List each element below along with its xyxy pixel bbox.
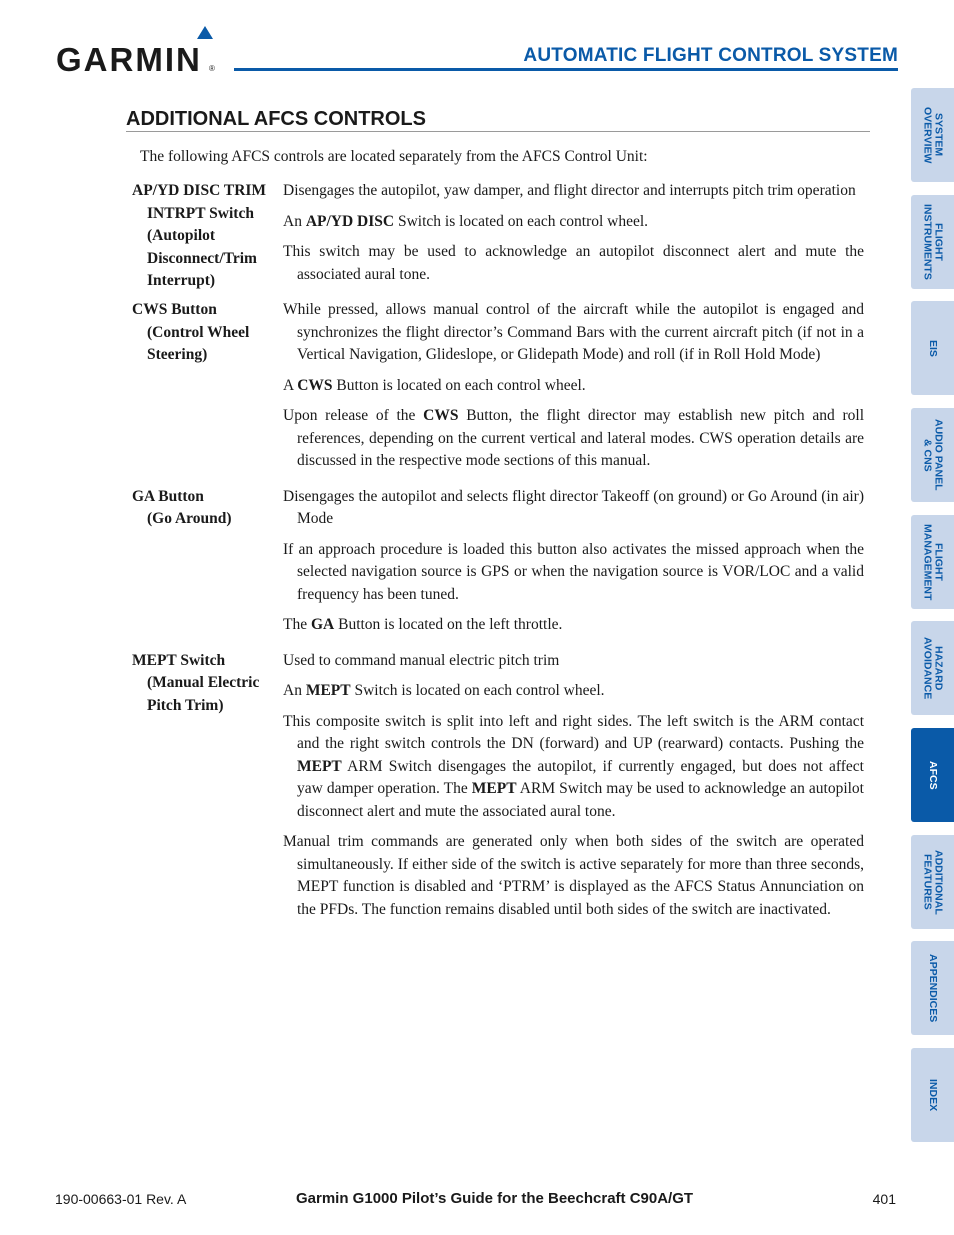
description-paragraph bbox=[283, 831, 864, 921]
bold-control-name: MEPT bbox=[305, 682, 351, 699]
header-rule bbox=[234, 68, 898, 71]
control-description bbox=[283, 180, 864, 294]
control-term-line: CWS Button bbox=[132, 301, 217, 318]
control-term-line: Interrupt) bbox=[147, 272, 216, 289]
tab-index[interactable] bbox=[911, 1048, 954, 1142]
control-term-line: Disconnect/Trim bbox=[147, 249, 257, 267]
control-entry bbox=[132, 486, 864, 645]
tab-system-overview[interactable] bbox=[911, 88, 954, 182]
control-term-line: Steering) bbox=[147, 346, 208, 363]
text-run: The bbox=[283, 616, 311, 633]
text-run: Disengages the autopilot, yaw damper, and flight director and interrupts pitch trim operation bbox=[283, 182, 856, 199]
intro-text: The following AFCS controls are located separately from the AFCS Control Unit: bbox=[140, 148, 648, 165]
description-paragraph bbox=[283, 375, 864, 398]
text-run: A bbox=[283, 376, 298, 394]
control-term-line: MEPT Switch bbox=[132, 651, 226, 669]
footer-title: Garmin G1000 Pilot’s Guide for the Beechcraft C90A/GT bbox=[296, 1190, 694, 1207]
text-run: Upon release of the bbox=[283, 407, 424, 424]
text-run: Button is located on the left throttle. bbox=[334, 616, 563, 633]
tab-additional-features[interactable] bbox=[911, 835, 954, 929]
control-term-line: INTRPT Switch bbox=[147, 204, 254, 222]
text-run: This switch may be used to acknowledge an autopilot disconnect alert and mute the associated aural tone. bbox=[283, 243, 864, 283]
tab-label: FLIGHT INSTRUMENTS bbox=[921, 204, 945, 280]
text-run: Switch is located on each control wheel. bbox=[350, 682, 605, 699]
bold-control-name: AP/YD DISC bbox=[305, 212, 395, 230]
description-paragraph bbox=[283, 405, 864, 473]
text-run: Manual trim commands are generated only when both sides of the switch are operated simultaneously. If either side of the switch is active separately for more than three seconds, MEPT function is disabled and ‘PTRM’ is displayed as the AFCS Status Annunciation on the PFDs. The function remains disabled until both sides of the switch are inactivated. bbox=[283, 833, 864, 918]
text-run: Button, the flight director may establish new pitch and roll references, depending on the current vertical and lateral modes. CWS operation details are discussed in the respective mode sections of this manual. bbox=[297, 407, 865, 469]
tab-eis[interactable] bbox=[911, 301, 954, 395]
control-term bbox=[132, 650, 283, 930]
heading-rule bbox=[126, 131, 870, 132]
control-term bbox=[132, 180, 283, 294]
text-run: Switch is located on each control wheel. bbox=[394, 212, 649, 230]
text-run: An bbox=[283, 212, 306, 230]
tab-audio-panel-cns[interactable] bbox=[911, 408, 954, 502]
text-run: While pressed, allows manual control of the aircraft while the autopilot is engaged and synchronizes the flight director’s Command Bars with the current aircraft pitch (if not in a Vertical Navigation, Glideslope, or Glidepath Mode) and roll (if in Roll Hold Mode) bbox=[283, 301, 864, 363]
tab-label: AFCS bbox=[927, 760, 939, 790]
doc-number: 190-00663-01 Rev. A bbox=[55, 1191, 187, 1207]
text-run: If an approach procedure is loaded this button also activates the missed approach when the selected navigation source is GPS or when the navigation source is VOR/LOC and a valid frequency has been tuned. bbox=[283, 540, 864, 603]
description-paragraph bbox=[283, 680, 864, 703]
tab-label: HAZARD AVOIDANCE bbox=[921, 636, 945, 700]
logo-text: GARMIN bbox=[56, 41, 202, 78]
logo-registered-mark: ® bbox=[209, 64, 215, 73]
bold-control-name: MEPT bbox=[297, 757, 342, 775]
control-term-line: (Control Wheel bbox=[147, 323, 250, 341]
control-term-line: AP/YD DISC TRIM bbox=[132, 182, 267, 199]
control-term bbox=[132, 486, 283, 645]
control-description bbox=[283, 486, 864, 645]
tab-flight-instruments[interactable] bbox=[911, 195, 954, 289]
description-paragraph bbox=[283, 241, 864, 286]
control-term-line: (Go Around) bbox=[147, 510, 232, 527]
text-run: This composite switch is split into left and right sides. The left switch is the ARM contact and the right switch controls the DN (forward) and UP (rearward) contacts. Pushing the bbox=[283, 712, 864, 752]
description-paragraph bbox=[283, 180, 864, 203]
tab-label: EIS bbox=[927, 339, 939, 357]
tab-flight-management[interactable] bbox=[911, 515, 954, 609]
text-run: An bbox=[283, 682, 306, 699]
tab-label: APPENDICES bbox=[927, 953, 939, 1023]
tab-appendices[interactable] bbox=[911, 941, 954, 1035]
bold-control-name: CWS bbox=[297, 376, 333, 394]
description-paragraph bbox=[283, 486, 864, 531]
text-run: Used to command manual electric pitch trim bbox=[283, 651, 560, 669]
control-description bbox=[283, 650, 864, 930]
description-paragraph bbox=[283, 299, 864, 367]
logo-triangle-icon bbox=[197, 26, 213, 39]
section-title: AUTOMATIC FLIGHT CONTROL SYSTEM bbox=[523, 45, 898, 66]
text-run: ARM Switch may be used to acknowledge an autopilot disconnect alert and mute the associated aural tone. bbox=[297, 780, 864, 820]
tab-hazard-avoidance[interactable] bbox=[911, 621, 954, 715]
controls-list bbox=[132, 180, 864, 934]
tab-label: ADDITIONAL FEATURES bbox=[921, 849, 945, 915]
page-heading: ADDITIONAL AFCS CONTROLS bbox=[126, 108, 426, 130]
tab-label: FLIGHT MANAGEMENT bbox=[921, 523, 945, 601]
control-entry bbox=[132, 650, 864, 930]
control-entry bbox=[132, 299, 864, 481]
control-entry bbox=[132, 180, 864, 294]
description-paragraph bbox=[283, 211, 864, 234]
tab-label: AUDIO PANEL & CNS bbox=[921, 419, 945, 491]
text-run: Button is located on each control wheel. bbox=[332, 376, 586, 394]
tab-label: INDEX bbox=[927, 1078, 939, 1112]
page-number: 401 bbox=[872, 1191, 896, 1207]
tab-afcs[interactable] bbox=[911, 728, 954, 822]
description-paragraph bbox=[283, 711, 864, 824]
bold-control-name: GA bbox=[310, 616, 335, 633]
control-term-line: Pitch Trim) bbox=[147, 696, 224, 714]
text-run: ARM Switch disengages the autopilot, if currently engaged, but does not affect yaw damper operation. The bbox=[297, 757, 864, 797]
description-paragraph bbox=[283, 614, 864, 637]
text-run: Disengages the autopilot and selects flight director Takeoff (on ground) or Go Around (in air) Mode bbox=[283, 487, 864, 527]
control-term-line: GA Button bbox=[132, 487, 204, 505]
control-term-line: (Autopilot bbox=[147, 227, 216, 244]
description-paragraph bbox=[283, 650, 864, 673]
control-description bbox=[283, 299, 864, 481]
control-term bbox=[132, 299, 283, 481]
control-term-line: (Manual Electric bbox=[147, 674, 260, 691]
description-paragraph bbox=[283, 539, 864, 607]
bold-control-name: CWS bbox=[423, 407, 459, 424]
garmin-logo bbox=[56, 26, 220, 78]
tab-label: SYSTEM OVERVIEW bbox=[921, 106, 945, 164]
bold-control-name: MEPT bbox=[471, 780, 517, 797]
